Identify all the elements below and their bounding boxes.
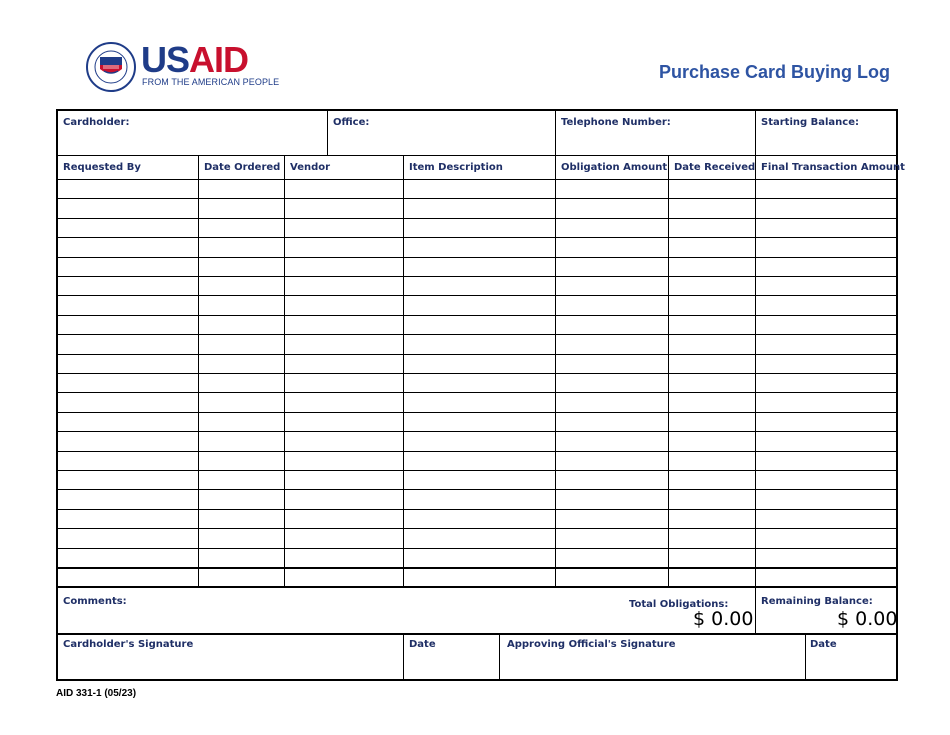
starting-balance-field[interactable]: [755, 111, 896, 155]
table-cell[interactable]: [669, 471, 755, 490]
total-obligations-label: Total Obligations:: [629, 599, 729, 610]
table-cell[interactable]: [285, 529, 403, 548]
table-cell[interactable]: [556, 335, 668, 354]
table-cell[interactable]: [285, 258, 403, 277]
table-cell[interactable]: [669, 238, 755, 257]
table-cell[interactable]: [669, 335, 755, 354]
table-cell[interactable]: [556, 219, 668, 238]
table-cell[interactable]: [404, 432, 555, 451]
table-cell[interactable]: [285, 180, 403, 199]
table-cell[interactable]: [756, 529, 896, 548]
remaining-balance-value: $ 0.00: [837, 608, 898, 630]
cardholder-label: Cardholder:: [63, 117, 130, 128]
table-cell[interactable]: [556, 277, 668, 296]
table-cell[interactable]: [199, 238, 284, 257]
table-cell[interactable]: [59, 510, 198, 529]
table-cell[interactable]: [199, 277, 284, 296]
table-cell[interactable]: [404, 355, 555, 374]
cardholder-signature-label: Cardholder's Signature: [63, 639, 194, 650]
table-cell[interactable]: [756, 510, 896, 529]
table-cell[interactable]: [669, 277, 755, 296]
table-cell[interactable]: [556, 413, 668, 432]
table-cell[interactable]: [404, 490, 555, 509]
telephone-field[interactable]: [555, 111, 755, 155]
usaid-logo: [86, 39, 280, 96]
table-cell[interactable]: [285, 549, 403, 568]
approving-signature-label: Approving Official's Signature: [507, 639, 676, 650]
table-cell[interactable]: [285, 568, 403, 587]
table-cell[interactable]: [556, 490, 668, 509]
approving-date-field[interactable]: [806, 634, 896, 681]
table-cell[interactable]: [285, 316, 403, 335]
table-cell[interactable]: [404, 296, 555, 315]
table-cell[interactable]: [556, 258, 668, 277]
office-label: Office:: [333, 117, 370, 128]
table-cell[interactable]: [669, 296, 755, 315]
table-cell[interactable]: [199, 180, 284, 199]
table-cell[interactable]: [285, 471, 403, 490]
table-cell[interactable]: [404, 393, 555, 412]
usaid-seal-icon: [86, 42, 136, 92]
table-cell[interactable]: [669, 549, 755, 568]
comments-label: Comments:: [63, 596, 127, 607]
table-cell[interactable]: [756, 296, 896, 315]
table-cell[interactable]: [756, 316, 896, 335]
table-cell[interactable]: [556, 393, 668, 412]
table-cell[interactable]: [556, 296, 668, 315]
table-cell[interactable]: [285, 277, 403, 296]
table-cell[interactable]: [285, 238, 403, 257]
table-cell[interactable]: [59, 199, 198, 218]
table-cell[interactable]: [756, 219, 896, 238]
table-cell[interactable]: [285, 452, 403, 471]
table-cell[interactable]: [404, 413, 555, 432]
usaid-wordmark: USAID: [141, 39, 249, 80]
table-cell[interactable]: [285, 432, 403, 451]
table-cell[interactable]: [59, 549, 198, 568]
table-cell[interactable]: [404, 568, 555, 587]
table-cell[interactable]: [756, 490, 896, 509]
page-title: Purchase Card Buying Log: [658, 62, 890, 82]
table-cell[interactable]: [669, 510, 755, 529]
table-cell[interactable]: [199, 258, 284, 277]
table-cell[interactable]: [199, 510, 284, 529]
table-cell[interactable]: [59, 490, 198, 509]
table-cell[interactable]: [59, 258, 198, 277]
table-cell[interactable]: [756, 258, 896, 277]
total-obligations-value: $ 0.00: [693, 608, 754, 630]
divider: [327, 111, 328, 156]
table-cell[interactable]: [285, 296, 403, 315]
buying-log-form: [56, 109, 905, 681]
table-cell[interactable]: [59, 393, 198, 412]
table-cell[interactable]: [404, 374, 555, 393]
table-cell[interactable]: [59, 355, 198, 374]
telephone-label: Telephone Number:: [561, 117, 671, 128]
table-cell[interactable]: [756, 452, 896, 471]
divider: [555, 111, 556, 156]
table-cell[interactable]: [199, 355, 284, 374]
table-cell[interactable]: [756, 413, 896, 432]
table-cell[interactable]: [285, 335, 403, 354]
table-cell[interactable]: [404, 277, 555, 296]
table-cell[interactable]: [59, 568, 198, 587]
starting-balance-label: Starting Balance:: [761, 117, 860, 128]
table-cell[interactable]: [59, 238, 198, 257]
table-cell[interactable]: [404, 258, 555, 277]
table-cell[interactable]: [669, 180, 755, 199]
table-cell[interactable]: [669, 529, 755, 548]
date-label: Date: [810, 639, 837, 650]
table-cell[interactable]: [756, 471, 896, 490]
table-cell[interactable]: [756, 199, 896, 218]
table-cell[interactable]: [756, 549, 896, 568]
table-cell[interactable]: [404, 471, 555, 490]
table-cell[interactable]: [669, 393, 755, 412]
form-code: AID 331-1 (05/23): [56, 688, 137, 699]
table-cell[interactable]: [756, 277, 896, 296]
table-cell[interactable]: [556, 529, 668, 548]
table-cell[interactable]: [556, 432, 668, 451]
table-cell[interactable]: [285, 199, 403, 218]
table-cell[interactable]: [756, 432, 896, 451]
table-cell[interactable]: [669, 316, 755, 335]
table-cell[interactable]: [556, 199, 668, 218]
table-cell[interactable]: [756, 355, 896, 374]
table-cell[interactable]: [199, 296, 284, 315]
column-header-vendor: Vendor: [290, 162, 331, 173]
table-cell[interactable]: [404, 452, 555, 471]
table-cell[interactable]: [199, 413, 284, 432]
gridline: [755, 586, 756, 633]
table-cell[interactable]: [404, 238, 555, 257]
table-cell[interactable]: [756, 374, 896, 393]
table-cell[interactable]: [556, 549, 668, 568]
table-cell[interactable]: [59, 529, 198, 548]
table-cell[interactable]: [199, 471, 284, 490]
table-cell[interactable]: [199, 219, 284, 238]
cardholder-field[interactable]: [58, 111, 327, 155]
table-cell[interactable]: [59, 180, 198, 199]
table-cell[interactable]: [199, 199, 284, 218]
table-cell[interactable]: [404, 549, 555, 568]
table-cell[interactable]: [556, 355, 668, 374]
cardholder-signature-field[interactable]: [58, 634, 403, 681]
table-cell[interactable]: [59, 277, 198, 296]
table-cell[interactable]: [285, 490, 403, 509]
table-cell[interactable]: [556, 452, 668, 471]
table-cell[interactable]: [669, 355, 755, 374]
table-cell[interactable]: [59, 296, 198, 315]
column-header-obligation-amount: Obligation Amount: [561, 162, 668, 173]
table-cell[interactable]: [404, 316, 555, 335]
table-cell[interactable]: [59, 219, 198, 238]
cardholder-date-field[interactable]: [404, 634, 499, 681]
usaid-tagline: FROM THE AMERICAN PEOPLE: [142, 77, 280, 87]
table-cell[interactable]: [404, 529, 555, 548]
comments-field[interactable]: [58, 591, 754, 633]
table-cell[interactable]: [59, 471, 198, 490]
table-cell[interactable]: [199, 549, 284, 568]
table-cell[interactable]: [285, 413, 403, 432]
date-label: Date: [409, 639, 436, 650]
table-cell[interactable]: [59, 335, 198, 354]
approving-signature-field[interactable]: [500, 634, 805, 681]
table-cell[interactable]: [285, 393, 403, 412]
table-cell[interactable]: [669, 432, 755, 451]
table-cell[interactable]: [756, 568, 896, 587]
table-cell[interactable]: [669, 199, 755, 218]
gridline: [58, 155, 896, 156]
table-cell[interactable]: [556, 471, 668, 490]
remaining-balance-label: Remaining Balance:: [761, 596, 873, 607]
table-cell[interactable]: [199, 452, 284, 471]
table-cell[interactable]: [556, 316, 668, 335]
table-cell[interactable]: [756, 393, 896, 412]
table-cell[interactable]: [556, 568, 668, 587]
table-cell[interactable]: [59, 452, 198, 471]
table-cell[interactable]: [199, 393, 284, 412]
table-cell[interactable]: [756, 180, 896, 199]
table-cell[interactable]: [404, 335, 555, 354]
table-cell[interactable]: [199, 374, 284, 393]
table-cell[interactable]: [199, 432, 284, 451]
table-cell[interactable]: [556, 510, 668, 529]
column-header-requested-by: Requested By: [63, 162, 141, 173]
column-header-date-ordered: Date Ordered: [204, 162, 281, 173]
column-header-final-transaction-amount: Final Transaction Amount: [761, 162, 905, 173]
table-cell[interactable]: [199, 316, 284, 335]
table-cell[interactable]: [669, 452, 755, 471]
divider: [755, 111, 756, 156]
table-cell[interactable]: [669, 568, 755, 587]
table-cell[interactable]: [199, 335, 284, 354]
table-cell[interactable]: [199, 568, 284, 587]
column-header-item-description: Item Description: [409, 162, 503, 173]
table-cell[interactable]: [404, 199, 555, 218]
office-field[interactable]: [328, 111, 555, 155]
table-cell[interactable]: [756, 335, 896, 354]
table-cell[interactable]: [556, 238, 668, 257]
table-cell[interactable]: [404, 180, 555, 199]
table-cell[interactable]: [199, 529, 284, 548]
table-cell[interactable]: [59, 316, 198, 335]
table-cell[interactable]: [59, 374, 198, 393]
table-cell[interactable]: [669, 219, 755, 238]
table-cell[interactable]: [285, 219, 403, 238]
table-cell[interactable]: [756, 238, 896, 257]
table-cell[interactable]: [669, 258, 755, 277]
table-cell[interactable]: [669, 374, 755, 393]
table-cell[interactable]: [404, 219, 555, 238]
table-cell[interactable]: [556, 180, 668, 199]
table-cell[interactable]: [556, 374, 668, 393]
table-cell[interactable]: [285, 374, 403, 393]
table-cell[interactable]: [285, 355, 403, 374]
table-cell[interactable]: [404, 510, 555, 529]
table-cell[interactable]: [669, 413, 755, 432]
table-cell[interactable]: [59, 432, 198, 451]
table-cell[interactable]: [59, 413, 198, 432]
table-cell[interactable]: [285, 510, 403, 529]
table-cell[interactable]: [199, 490, 284, 509]
column-header-date-received: Date Received: [674, 162, 756, 173]
table-cell[interactable]: [669, 490, 755, 509]
